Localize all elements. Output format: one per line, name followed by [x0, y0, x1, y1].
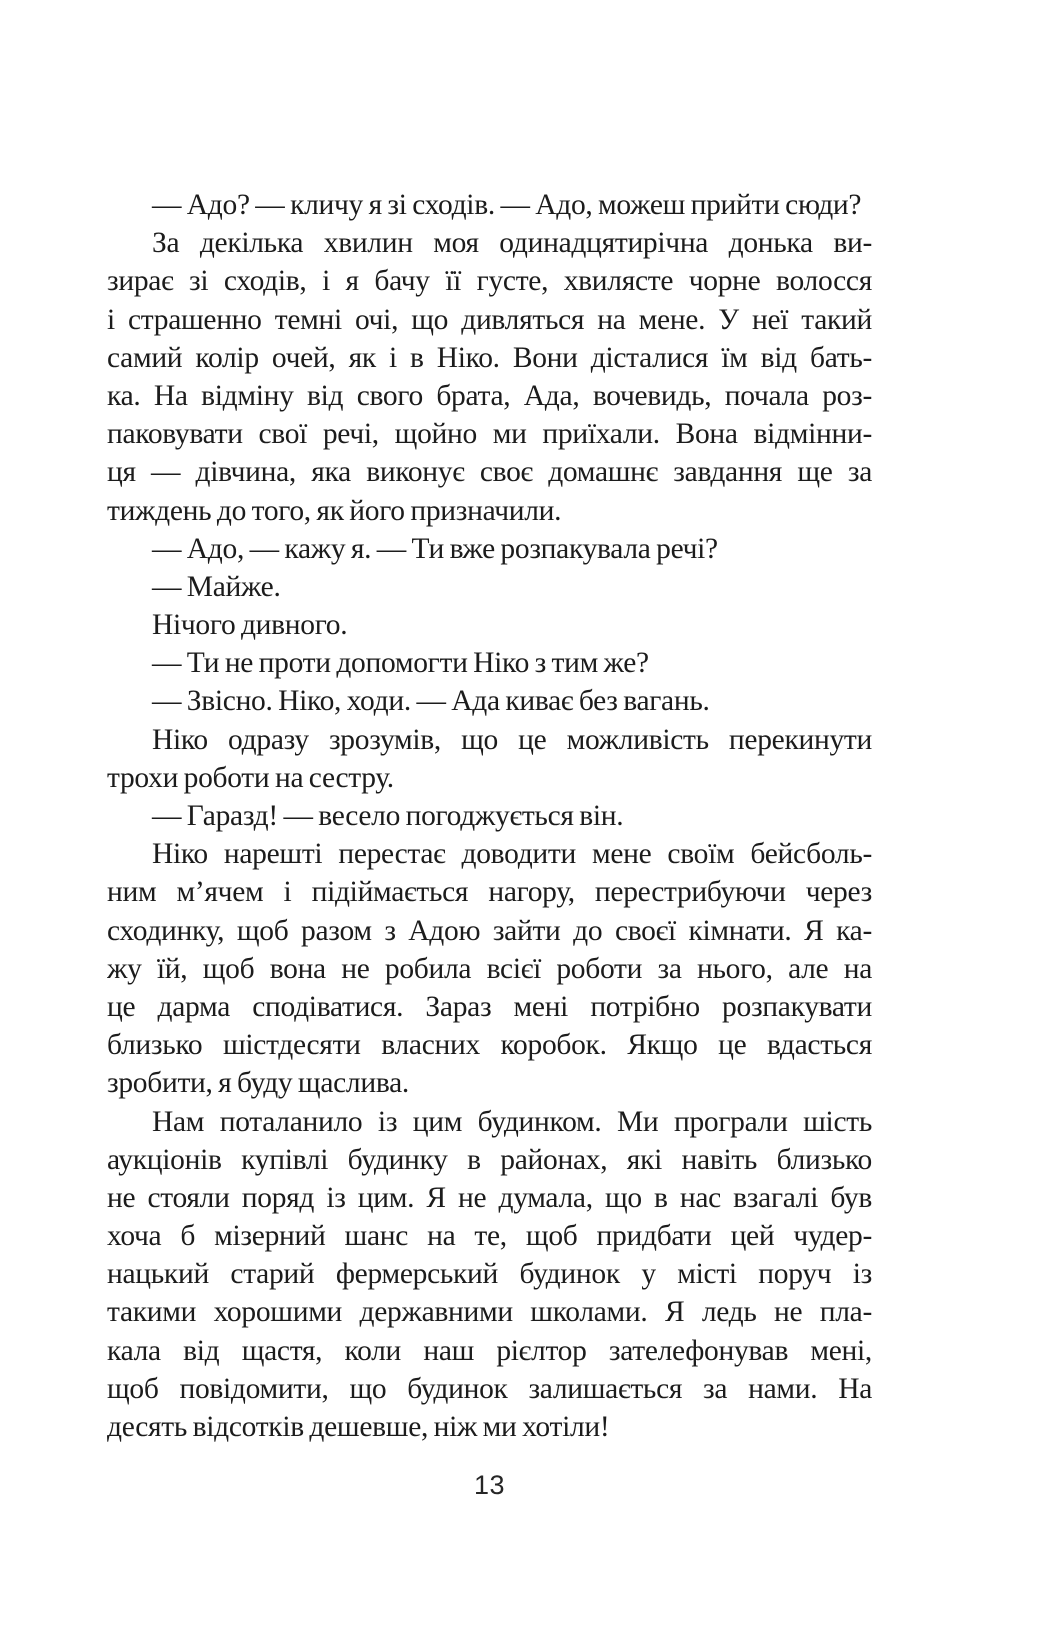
text-line: десять відсотків дешевше, ніж ми хотіли! [107, 1411, 610, 1443]
paragraph [107, 568, 872, 606]
paragraph [107, 530, 872, 568]
text-line: ця — дівчина, яка виконує своє домашнє завдання ще за [107, 456, 872, 489]
paragraph [107, 644, 872, 682]
text-line: не стояли поряд із цим. Я не думала, що в нас взагалі був [107, 1181, 872, 1214]
text-line: ка. На відміну від свого брата, Ада, вочевидь, почала роз- [107, 379, 872, 412]
text-line: — Адо, — кажу я. — Ти вже розпакувала речі? [152, 532, 718, 565]
text-line: — Майже. [152, 570, 281, 603]
text-line: паковувати свої речі, щойно ми приїхали. Вона відмінни- [107, 418, 872, 451]
text-line: Ніко одразу зрозумів, що це можливість перекинути [152, 723, 872, 756]
text-line: жу їй, щоб вона не робила всієї роботи за нього, але на [107, 952, 872, 985]
paragraph [107, 682, 872, 720]
book-text [107, 186, 872, 1446]
paragraph [107, 835, 872, 1102]
text-line: самий колір очей, як і в Ніко. Вони дісталися їм від бать- [107, 341, 872, 374]
text-line: такими хорошими державними школами. Я ледь не пла- [107, 1296, 872, 1329]
text-line: Нам поталанило із цим будинком. Ми програли шість [152, 1105, 872, 1138]
text-line: Ніко нарешті перестає доводити мене своїм бейсболь- [152, 838, 872, 871]
text-line: трохи роботи на сестру. [107, 761, 394, 794]
text-line: За декілька хвилин моя одинадцятирічна донька ви- [152, 227, 872, 260]
text-line: ним м’ячем і підіймається нагору, перестрибуючи через [107, 876, 872, 909]
text-line: і страшенно темні очі, що дивляться на мене. У неї такий [107, 303, 872, 336]
text-line: — Звісно. Ніко, ходи. — Ада киває без вагань. [152, 685, 710, 718]
text-line: зробити, я буду щаслива. [107, 1067, 409, 1100]
paragraph [107, 797, 872, 835]
text-line: це дарма сподіватися. Зараз мені потрібно розпакувати [107, 990, 872, 1023]
text-line: Нічого дивного. [152, 609, 348, 642]
text-line: — Ти не проти допомогти Ніко з тим же? [152, 647, 649, 680]
page-number: 13 [473, 1470, 506, 1500]
text-line: тиждень до того, як його призначили. [107, 494, 562, 527]
text-line: — Адо? — кличу я зі сходів. — Адо, можеш прийти сюди? [152, 189, 862, 221]
paragraph [107, 606, 872, 644]
text-line: кала від щастя, коли наш рієлтор зателефонував мені, [107, 1334, 872, 1367]
text-line: нацький старий фермерський будинок у місті поруч із [107, 1258, 872, 1291]
text-line: аукціонів купівлі будинку в районах, які навіть близько [107, 1143, 872, 1176]
text-line: хоча б мізерний шанс на те, щоб придбати цей чудер- [107, 1220, 872, 1253]
paragraph [107, 721, 872, 797]
text-line: близько шістдесяти власних коробок. Якщо це вдасться [107, 1029, 872, 1062]
paragraph [107, 186, 872, 224]
text-line: — Гаразд! — весело погоджується він. [152, 800, 624, 832]
text-line: сходинку, щоб разом з Адою зайти до своєї кімнати. Я ка- [107, 914, 872, 947]
paragraph [107, 1103, 872, 1447]
text-line: щоб повідомити, що будинок залишається за нами. На [107, 1372, 872, 1405]
paragraph [107, 224, 872, 530]
text-line: зирає зі сходів, і я бачу її густе, хвилясте чорне волосся [107, 265, 872, 298]
